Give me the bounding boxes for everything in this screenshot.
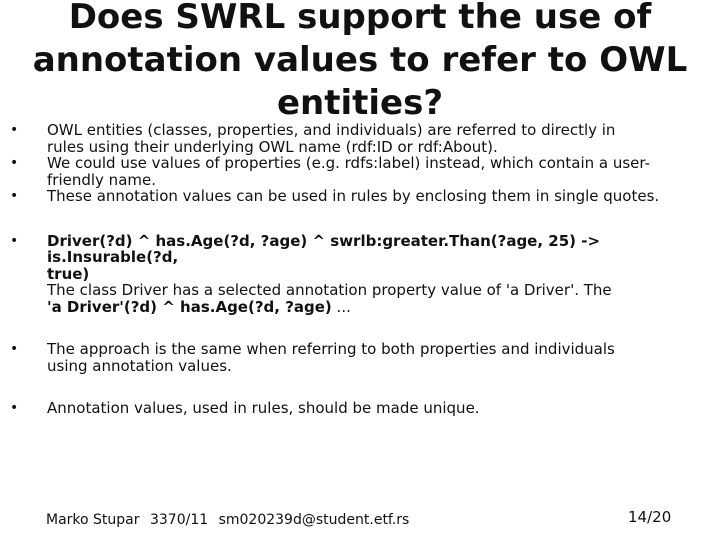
list-item bbox=[5, 341, 710, 374]
bullet-text-line: We could use values of properties (e.g. rdfs:label) instead, which contain a user- bbox=[47, 154, 651, 172]
swrl-rule-annotation: 'a Driver'(?d) ^ has.Age(?d, ?age) bbox=[47, 297, 332, 316]
bullet-text-line: These annotation values can be used in rules by enclosing them in single quotes. bbox=[47, 187, 660, 205]
student-index: 3370/11 bbox=[149, 512, 209, 528]
bullet-text-line: using annotation values. bbox=[47, 356, 232, 375]
swrl-rule-line: true) bbox=[47, 264, 90, 283]
bullet-dot: • bbox=[10, 122, 19, 138]
list-item bbox=[5, 400, 710, 417]
author-name: Marko Stupar bbox=[46, 512, 140, 528]
bullet-text-line: OWL entities (classes, properties, and individuals) are referred to directly in bbox=[47, 121, 616, 139]
bullet-dot: • bbox=[10, 400, 19, 416]
bullet-dot: • bbox=[10, 188, 19, 204]
bullet-text-line: The approach is the same when referring to both properties and individuals bbox=[47, 340, 615, 358]
bullet-dot: • bbox=[10, 155, 19, 171]
ellipsis: ... bbox=[331, 297, 351, 316]
list-item bbox=[5, 155, 710, 188]
bullet-text-line: rules using their underlying OWL name (rdf:ID or rdf:About). bbox=[47, 137, 498, 156]
total-pages: /20 bbox=[647, 508, 672, 526]
bullet-text-line: The class Driver has a selected annotation property value of 'a Driver'. The bbox=[47, 281, 612, 299]
bullet-dot: • bbox=[10, 232, 19, 249]
title-line-3: entities? bbox=[276, 83, 444, 123]
bullet-list bbox=[5, 122, 710, 417]
list-item bbox=[5, 122, 710, 155]
swrl-rule-line: Driver(?d) ^ has.Age(?d, ?age) ^ swrlb:greater.Than(?age, 25) -> is.Insurable(?d, bbox=[47, 231, 601, 266]
page-number bbox=[628, 508, 671, 526]
bullet-dot: • bbox=[10, 341, 19, 357]
list-item bbox=[5, 233, 710, 316]
slide-title bbox=[0, 0, 720, 125]
current-page: 14 bbox=[628, 508, 648, 526]
title-line-2: annotation values to refer to OWL bbox=[32, 40, 688, 80]
title-line-1: Does SWRL support the use of bbox=[68, 0, 652, 37]
author-email: sm020239d@student.etf.rs bbox=[218, 512, 410, 528]
bullet-text-line: Annotation values, used in rules, should be made unique. bbox=[47, 399, 480, 417]
slide-footer bbox=[46, 512, 415, 528]
list-item bbox=[5, 188, 710, 205]
swrl-rule-annotation-line bbox=[47, 299, 710, 316]
bullet-text-line: friendly name. bbox=[47, 170, 156, 189]
